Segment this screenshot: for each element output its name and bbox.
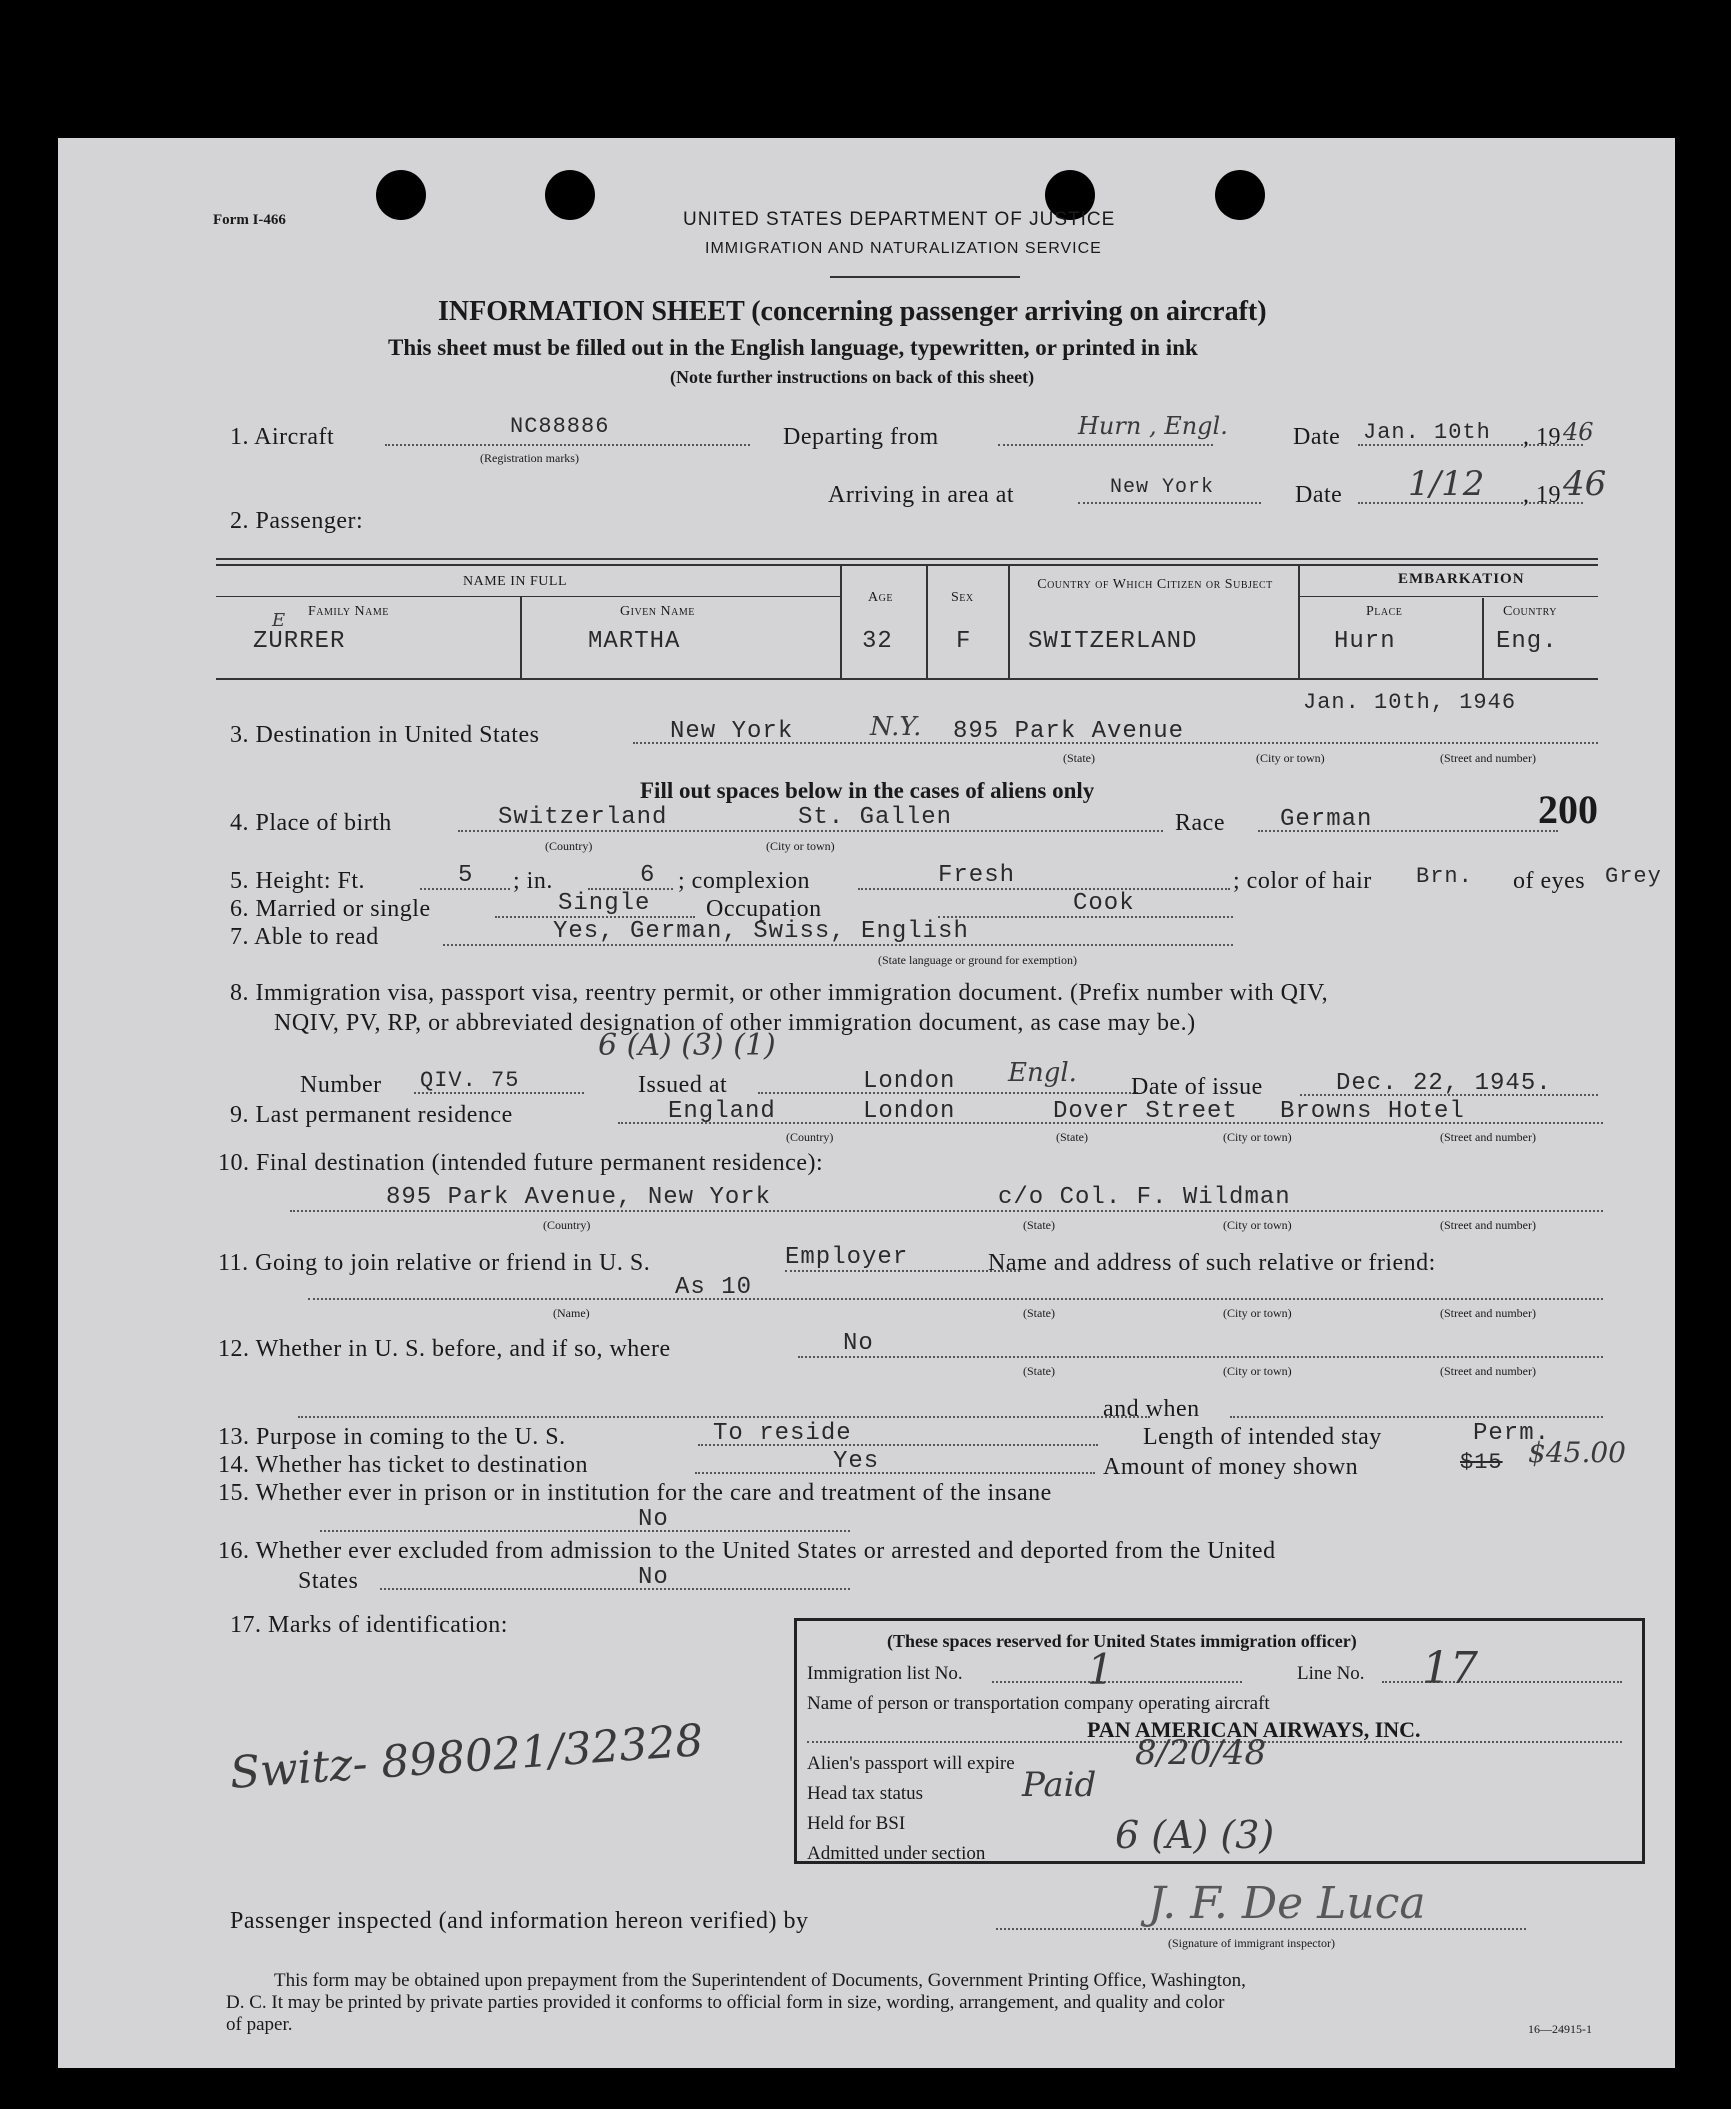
join-label: 11. Going to join relative or friend in U. S. <box>218 1250 651 1276</box>
header-rule <box>830 276 1020 278</box>
final-destination-address: 895 Park Avenue, New York <box>386 1184 772 1211</box>
inspector-signature: J. F. De Luca <box>1148 1878 1426 1929</box>
footer-line1: This form may be obtained upon prepayment from the Superintendent of Documents, Government Printing Office, Washington, <box>274 1970 1246 1991</box>
stay-label: Length of intended stay <box>1143 1424 1382 1450</box>
birth-label: 4. Place of birth <box>230 810 392 836</box>
passport-expire-value: 8/20/48 <box>1135 1733 1267 1773</box>
destination-state-caption: (State) <box>1063 751 1095 765</box>
line-number-label: Line No. <box>1297 1663 1365 1684</box>
before-state-caption: (State) <box>1023 1364 1055 1378</box>
aircraft-registration: NC88886 <box>510 414 610 439</box>
table-header-rule <box>216 596 840 597</box>
admitted-section-label: Admitted under section <box>807 1843 986 1864</box>
list-number-value: 1 <box>1087 1645 1114 1694</box>
departing-line <box>998 444 1213 446</box>
footer-line2: D. C. It may be printed by private parties provided it conforms to official form in size, wording, arrangement, and quality and color <box>226 1992 1225 2013</box>
visa-date-label: Date of issue <box>1131 1074 1263 1100</box>
embarkation-place: Hurn <box>1334 628 1396 655</box>
prison-line <box>320 1530 850 1532</box>
instructions-note: (Note further instructions on back of this sheet) <box>670 367 1035 387</box>
destination-street: 895 Park Avenue <box>953 718 1185 745</box>
complexion-label: ; complexion <box>678 868 810 894</box>
admitted-section-value: 6 (A) (3) <box>1115 1813 1275 1857</box>
excluded-value: No <box>638 1564 669 1591</box>
given-name-header: Given Name <box>620 604 695 619</box>
join-name-label: Name and address of such relative or friend: <box>988 1250 1436 1276</box>
ticket-line <box>695 1472 1095 1474</box>
residence-city: Dover Street <box>1053 1098 1238 1125</box>
officer-reserved-box <box>794 1618 1645 1864</box>
prison-label: 15. Whether ever in prison or in institution for the care and treatment of the insane <box>218 1480 1052 1506</box>
final-country-caption: (Country) <box>543 1218 591 1232</box>
complexion-line <box>858 888 1230 890</box>
aircraft-label: 1. Aircraft <box>230 424 335 450</box>
final-destination-care-of: c/o Col. F. Wildman <box>998 1184 1291 1211</box>
marks-handwritten: Switz- 898021/32328 <box>228 1714 705 1799</box>
final-street-caption: (Street and number) <box>1440 1218 1536 1232</box>
before-line <box>798 1356 1603 1358</box>
list-number-line <box>992 1681 1242 1683</box>
height-label: 5. Height: Ft. <box>230 868 366 894</box>
residence-country-caption: (Country) <box>786 1130 834 1144</box>
destination-state: N.Y. <box>870 712 922 742</box>
occupation-label: Occupation <box>706 896 822 922</box>
residence-state-caption: (State) <box>1056 1130 1088 1144</box>
ticket-label: 14. Whether has ticket to destination <box>218 1452 588 1478</box>
officer-box-title: (These spaces reserved for United States immigration officer) <box>887 1631 1357 1651</box>
excluded-label-line2: States <box>298 1568 359 1594</box>
join-value: Employer <box>785 1244 909 1271</box>
table-header-rule-right <box>1298 596 1598 597</box>
visa-label-line1: 8. Immigration visa, passport visa, reentry permit, or other immigration document. (Prefix number with QIV, <box>230 980 1329 1006</box>
head-tax-label: Head tax status <box>807 1783 924 1804</box>
birth-city-caption: (City or town) <box>766 839 835 853</box>
departure-date: Jan. 10th <box>1363 420 1491 445</box>
race-code-stamp: 200 <box>1538 787 1598 832</box>
read-value: Yes, German, Swiss, English <box>553 918 969 945</box>
sex-value: F <box>956 628 972 655</box>
visa-number-label: Number <box>300 1072 382 1098</box>
departure-year-prefix: , 19 <box>1523 424 1561 450</box>
citizenship-value: SWITZERLAND <box>1028 628 1198 655</box>
birth-country-caption: (Country) <box>545 839 593 853</box>
embarkation-header: EMBARKATION <box>1398 571 1525 587</box>
passenger-label: 2. Passenger: <box>230 508 364 534</box>
signature-caption: (Signature of immigrant inspector) <box>1168 1936 1335 1950</box>
punch-hole <box>376 170 426 220</box>
hair-value: Brn. <box>1416 864 1473 889</box>
money-struck-value: $15 <box>1460 1450 1503 1475</box>
page-subtitle: This sheet must be filled out in the English language, typewritten, or printed in ink <box>388 335 1198 360</box>
held-for-bsi-label: Held for BSI <box>807 1813 906 1834</box>
inspected-label: Passenger inspected (and information hereon verified) by <box>230 1908 809 1934</box>
and-when-label: and when <box>1103 1396 1200 1422</box>
punch-hole <box>545 170 595 220</box>
join-name-caption: (Name) <box>553 1306 590 1320</box>
embarkation-place-header: Place <box>1366 604 1403 619</box>
hair-label: ; color of hair <box>1233 868 1372 894</box>
age-value: 32 <box>862 628 893 655</box>
family-name-header: Family Name <box>308 604 389 619</box>
arrival-year: 46 <box>1563 464 1607 504</box>
visa-label-line2: NQIV, PV, RP, or abbreviated designation of other immigration document, as case may be.) <box>274 1010 1196 1036</box>
arriving-line <box>1078 502 1261 504</box>
birth-city: St. Gallen <box>798 804 953 831</box>
destination-city: New York <box>670 718 794 745</box>
family-name: ZURRER <box>253 628 346 655</box>
form-sheet <box>58 138 1675 2068</box>
occupation-value: Cook <box>1073 890 1135 917</box>
residence-city-caption: (City or town) <box>1223 1130 1292 1144</box>
aliens-only-heading: Fill out spaces below in the cases of aliens only <box>640 778 1095 803</box>
departing-value: Hurn , Engl. <box>1078 412 1228 440</box>
visa-annotation: 6 (A) (3) (1) <box>598 1028 776 1063</box>
table-col-divider <box>1008 566 1010 678</box>
height-in-label: ; in. <box>513 868 553 894</box>
excluded-line <box>380 1588 850 1590</box>
form-number: Form I-466 <box>213 212 286 228</box>
list-number-label: Immigration list No. <box>807 1663 963 1684</box>
eyes-label: of eyes <box>1513 868 1586 894</box>
marital-value: Single <box>558 890 651 917</box>
complexion-value: Fresh <box>938 862 1016 889</box>
final-destination-label: 10. Final destination (intended future permanent residence): <box>218 1150 824 1176</box>
line-number-value: 17 <box>1422 1643 1478 1694</box>
table-bottom-rule <box>216 678 1598 680</box>
stay-value: Perm. <box>1473 1420 1551 1447</box>
residence-street-caption: (Street and number) <box>1440 1130 1536 1144</box>
service-name: IMMIGRATION AND NATURALIZATION SERVICE <box>705 240 1102 257</box>
sex-header: Sex <box>951 590 974 605</box>
departure-date-label: Date <box>1293 424 1341 450</box>
destination-street-caption: (Street and number) <box>1440 751 1536 765</box>
footer-line3: of paper. <box>226 2014 293 2035</box>
purpose-label: 13. Purpose in coming to the U. S. <box>218 1424 566 1450</box>
departure-year: 46 <box>1563 418 1594 446</box>
residence-street: Browns Hotel <box>1280 1098 1465 1125</box>
department-name: UNITED STATES DEPARTMENT OF JUSTICE <box>683 209 1116 230</box>
destination-date-note: Jan. 10th, 1946 <box>1303 690 1517 715</box>
destination-label: 3. Destination in United States <box>230 722 540 748</box>
before-label: 12. Whether in U. S. before, and if so, where <box>218 1336 671 1362</box>
visa-issued-label: Issued at <box>638 1072 728 1098</box>
destination-city-caption: (City or town) <box>1256 751 1325 765</box>
before-when-line <box>298 1416 1150 1418</box>
table-col-divider <box>1298 566 1300 678</box>
read-caption: (State language or ground for exemption) <box>878 953 1077 967</box>
table-col-divider <box>840 566 842 678</box>
residence-label: 9. Last permanent residence <box>230 1102 513 1128</box>
join-address-line <box>308 1298 1603 1300</box>
footer-code: 16—24915-1 <box>1528 2022 1592 2036</box>
embarkation-country-header: Country <box>1503 604 1557 619</box>
money-value: $45.00 <box>1528 1436 1626 1469</box>
visa-date: Dec. 22, 1945. <box>1336 1070 1552 1097</box>
table-col-divider <box>926 566 928 678</box>
citizenship-header: Country of Which Citizen or Subject <box>1037 577 1273 592</box>
height-ft: 5 <box>458 862 474 889</box>
residence-country: England <box>668 1098 776 1125</box>
aircraft-line <box>385 444 750 446</box>
table-top-rule2 <box>216 564 1598 566</box>
family-name-correction: E <box>272 610 286 631</box>
final-state-caption: (State) <box>1023 1218 1055 1232</box>
prison-value: No <box>638 1506 669 1533</box>
head-tax-value: Paid <box>1022 1765 1097 1805</box>
birth-country: Switzerland <box>498 804 668 831</box>
embarkation-country: Eng. <box>1496 628 1558 655</box>
read-label: 7. Able to read <box>230 924 379 950</box>
final-city-caption: (City or town) <box>1223 1218 1292 1232</box>
age-header: Age <box>868 590 893 605</box>
given-name: MARTHA <box>588 628 681 655</box>
punch-hole <box>1215 170 1265 220</box>
company-label: Name of person or transportation company operating aircraft <box>807 1693 1270 1714</box>
passport-expire-label: Alien's passport will expire <box>807 1753 1015 1774</box>
join-state-caption: (State) <box>1023 1306 1055 1320</box>
race-label: Race <box>1175 810 1225 836</box>
visa-issued-place: London <box>863 1068 956 1095</box>
height-in: 6 <box>640 862 656 889</box>
when-line <box>1230 1416 1603 1418</box>
line-number-line <box>1382 1681 1622 1683</box>
visa-issued-handwritten: Engl. <box>1008 1058 1077 1088</box>
departing-label: Departing from <box>783 424 939 450</box>
marks-label: 17. Marks of identification: <box>230 1612 508 1638</box>
table-col-divider <box>1482 598 1484 678</box>
excluded-label-line1: 16. Whether ever excluded from admission to the United States or arrested and deported from the United <box>218 1538 1276 1564</box>
arrival-year-prefix: , 19 <box>1523 482 1561 508</box>
arriving-label: Arriving in area at <box>828 482 1015 508</box>
table-col-divider <box>520 596 522 678</box>
marital-label: 6. Married or single <box>230 896 431 922</box>
race-value: German <box>1280 806 1373 833</box>
table-top-rule <box>216 558 1598 560</box>
before-street-caption: (Street and number) <box>1440 1364 1536 1378</box>
ticket-value: Yes <box>833 1448 880 1475</box>
name-in-full-header: NAME IN FULL <box>463 574 567 589</box>
eyes-value: Grey <box>1605 864 1662 889</box>
before-value: No <box>843 1330 874 1357</box>
visa-number: QIV. 75 <box>420 1068 520 1093</box>
join-city-caption: (City or town) <box>1223 1306 1292 1320</box>
money-label: Amount of money shown <box>1103 1454 1359 1480</box>
aircraft-caption: (Registration marks) <box>480 451 579 465</box>
join-as10: As 10 <box>675 1274 753 1301</box>
purpose-value: To reside <box>713 1420 852 1447</box>
join-street-caption: (Street and number) <box>1440 1306 1536 1320</box>
page-title: INFORMATION SHEET (concerning passenger arriving on aircraft) <box>438 296 1267 327</box>
residence-state: London <box>863 1098 956 1125</box>
arrival-date: 1/12 <box>1408 464 1485 504</box>
arriving-value: New York <box>1110 476 1215 499</box>
before-city-caption: (City or town) <box>1223 1364 1292 1378</box>
arrival-date-label: Date <box>1295 482 1343 508</box>
company-name: PAN AMERICAN AIRWAYS, INC. <box>1087 1717 1421 1742</box>
